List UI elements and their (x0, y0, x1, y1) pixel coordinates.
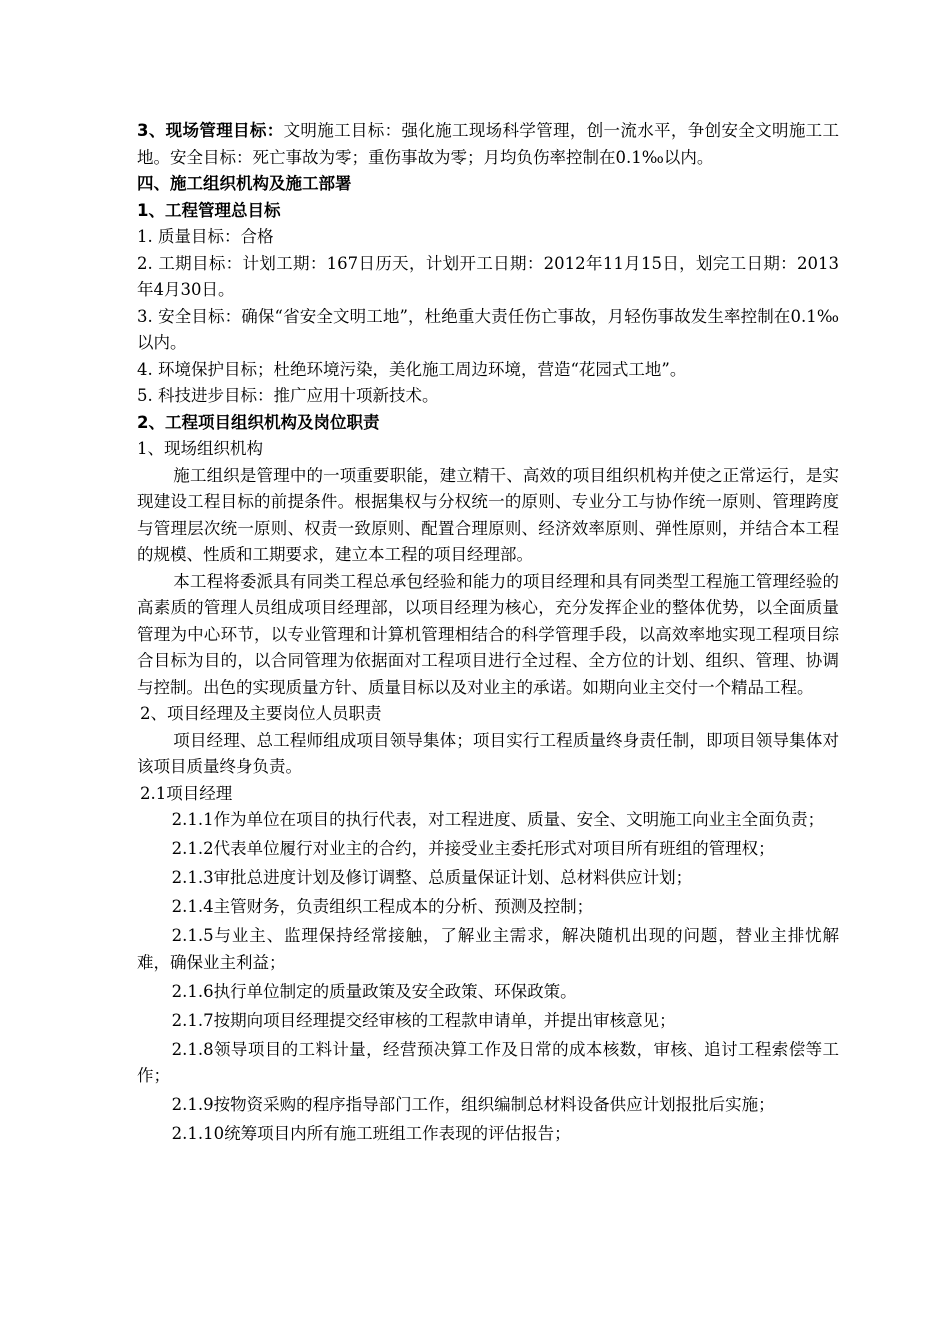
duty-item: 2.1.7按期向项目经理提交经审核的工程款申请单，并提出审核意见； (171, 1010, 676, 1030)
subheading-manager-duties: 2、项目经理及主要岗位人员职责 (140, 704, 382, 723)
paragraph-organization-function: 施工组织是管理中的一项重要职能，建立精干、高效的项目组织机构并使之正常运行，是实现建设工程目标的前提条件。根据集权与分权统一的原则、专业分工与协作统一原则、管理跨度与管理层次统一原则、权责一致原则、配置合理原则、经济效率原则、弹性原则，并结合本工程的规模、性质和工期要求，建立本工程的项目经理部。 (137, 465, 839, 564)
duty-item: 2.1.6执行单位制定的质量政策及安全政策、环保政策。 (171, 981, 577, 1001)
section-3-paragraph (137, 118, 839, 171)
goal-safety: 3. 安全目标：确保“省安全文明工地”，杜绝重大责任伤亡事故，月轻伤事故发生率控制在0.1‰以内。 (137, 306, 839, 352)
subheading-project-manager: 2.1项目经理 (140, 783, 233, 803)
heading-organization: 2、工程项目组织机构及岗位职责 (137, 412, 380, 432)
duty-item: 2.1.2代表单位履行对业主的合约，并接受业主委托形式对项目所有班组的管理权； (171, 839, 775, 858)
duty-item: 2.1.10统筹项目内所有施工班组工作表现的评估报告； (171, 1124, 571, 1143)
goal-quality: 1. 质量目标：合格 (137, 227, 274, 246)
subheading-site-organization: 1、现场组织机构 (137, 439, 263, 458)
duty-item: 2.1.8领导项目的工料计量，经营预决算工作及日常的成本核数，审核、追讨工程索偿等工作； (137, 1039, 839, 1085)
duty-item: 2.1.9按物资采购的程序指导部门工作，组织编制总材料设备供应计划报批后实施； (171, 1095, 775, 1114)
duty-item: 2.1.4主管财务，负责组织工程成本的分析、预测及控制； (171, 897, 594, 916)
goal-environment: 4. 环境保护目标；杜绝环境污染，美化施工周边环境，营造“花园式工地”。 (137, 359, 687, 379)
heading-total-goals: 1、工程管理总目标 (137, 200, 281, 220)
document-page (137, 118, 839, 1150)
goal-schedule: 2. 工期目标：计划工期：167日历天，计划开工日期：2012年11月15日，划完工日期：2013年4月30日。 (137, 253, 839, 299)
paragraph-leadership: 项目经理、总工程师组成项目领导集体；项目实行工程质量终身责任制，即项目领导集体对该项目质量终身负责。 (137, 730, 839, 776)
section-3-label: 3、现场管理目标： (137, 121, 284, 140)
duty-item: 2.1.3审批总进度计划及修订调整、总质量保证计划、总材料供应计划； (171, 868, 693, 887)
duty-item: 2.1.1作为单位在项目的执行代表，对工程进度、质量、安全、文明施工向业主全面负责； (171, 810, 825, 829)
heading-chapter-4: 四、施工组织机构及施工部署 (137, 174, 352, 193)
paragraph-project-department: 本工程将委派具有同类工程总承包经验和能力的项目经理和具有同类型工程施工管理经验的高素质的管理人员组成项目经理部，以项目经理为核心，充分发挥企业的整体优势，以全面质量管理为中心环节，以专业管理和计算机管理相结合的科学管理手段，以高效率地实现工程项目综合目标为目的，以合同管理为依据面对工程项目进行全过程、全方位的计划、组织、管理、协调与控制。出色的实现质量方针、质量目标以及对业主的承诺。如期向业主交付一个精品工程。 (137, 571, 839, 697)
goal-technology: 5. 科技进步目标：推广应用十项新技术。 (137, 386, 439, 405)
section-3-text: 文明施工目标：强化施工现场科学管理，创一流水平，争创安全文明施工工地。安全目标：死亡事故为零；重伤事故为零；月均负伤率控制在0.1‰以内。 (137, 121, 840, 167)
duty-item: 2.1.5与业主、监理保持经常接触，了解业主需求，解决随机出现的问题，替业主排忧解难，确保业主利益； (137, 926, 839, 972)
